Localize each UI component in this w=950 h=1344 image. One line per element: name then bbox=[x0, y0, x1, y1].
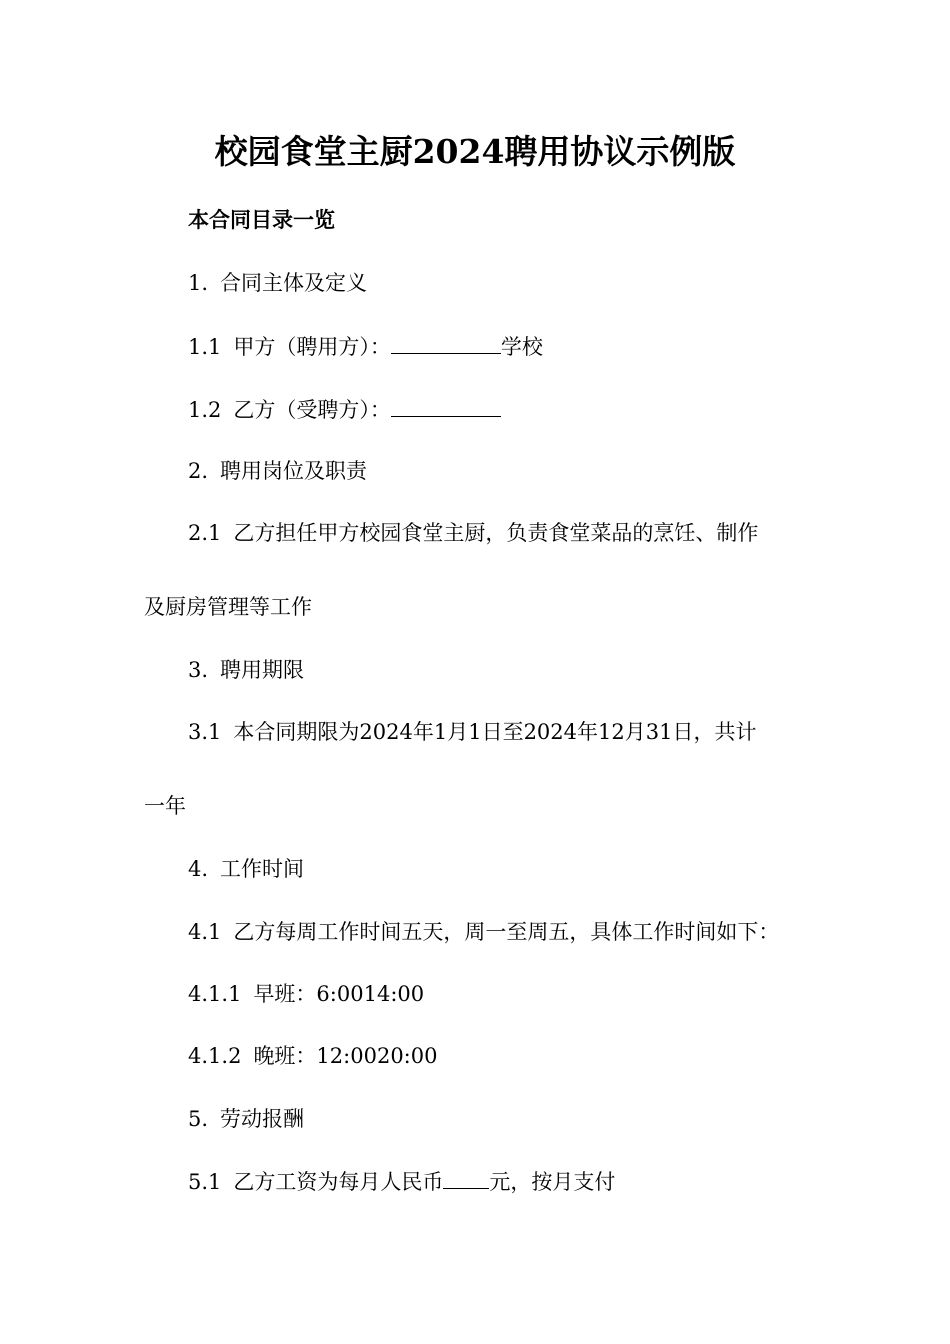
section-text: 晚班：12:0020:00 bbox=[253, 1044, 438, 1068]
section-number: 3.1 bbox=[188, 720, 222, 744]
section-4 bbox=[188, 854, 304, 884]
section-text: 乙方（受聘方）： bbox=[233, 398, 391, 422]
section-text: 劳动报酬 bbox=[220, 1107, 305, 1131]
section-text-after: 学校 bbox=[500, 335, 543, 359]
section-text: 甲方（聘用方）： bbox=[233, 335, 391, 359]
section-1 bbox=[188, 268, 367, 298]
fill-in-blank bbox=[391, 394, 501, 417]
section-text: 本合同期限为2024年1月1日至2024年12月31日，共计 bbox=[233, 720, 757, 744]
section-3-1 bbox=[188, 717, 756, 747]
section-5-1 bbox=[188, 1166, 615, 1197]
section-number: 5.1 bbox=[188, 1170, 222, 1194]
section-text: 乙方工资为每月人民币 bbox=[233, 1170, 444, 1194]
section-text: 工作时间 bbox=[220, 857, 305, 881]
section-3-1-continuation: 一年 bbox=[144, 794, 186, 818]
section-5 bbox=[188, 1104, 304, 1134]
section-2 bbox=[188, 456, 367, 486]
section-text: 早班：6:0014:00 bbox=[253, 982, 425, 1006]
section-number: 5. bbox=[188, 1107, 209, 1131]
section-number: 4. bbox=[188, 857, 209, 881]
section-4-1-1 bbox=[188, 979, 424, 1009]
section-number: 2. bbox=[188, 459, 209, 483]
section-text: 乙方担任甲方校园食堂主厨，负责食堂菜品的烹饪、制作 bbox=[233, 521, 759, 545]
toc-heading: 本合同目录一览 bbox=[188, 207, 335, 232]
section-4-1-2 bbox=[188, 1041, 437, 1071]
section-number: 1.2 bbox=[188, 398, 222, 422]
fill-in-blank bbox=[391, 331, 501, 354]
section-number: 1. bbox=[188, 271, 209, 295]
section-number: 3. bbox=[188, 658, 209, 682]
section-2-1 bbox=[188, 518, 758, 548]
section-number: 2.1 bbox=[188, 521, 222, 545]
section-text: 乙方每周工作时间五天，周一至周五，具体工作时间如下： bbox=[233, 920, 780, 944]
section-number: 4.1 bbox=[188, 920, 222, 944]
section-3 bbox=[188, 655, 304, 685]
section-text: 聘用期限 bbox=[220, 658, 305, 682]
section-text-after: 元，按月支付 bbox=[489, 1170, 616, 1194]
section-text: 聘用岗位及职责 bbox=[220, 459, 368, 483]
fill-in-blank bbox=[443, 1166, 489, 1189]
section-number: 4.1.2 bbox=[188, 1044, 242, 1068]
section-number: 4.1.1 bbox=[188, 982, 242, 1006]
document-title: 校园食堂主厨2024聘用协议示例版 bbox=[214, 132, 736, 171]
section-1-2 bbox=[188, 394, 501, 425]
section-text: 合同主体及定义 bbox=[220, 271, 368, 295]
section-2-1-continuation: 及厨房管理等工作 bbox=[144, 595, 312, 619]
section-number: 1.1 bbox=[188, 335, 222, 359]
section-4-1 bbox=[188, 917, 779, 947]
section-1-1 bbox=[188, 331, 543, 362]
